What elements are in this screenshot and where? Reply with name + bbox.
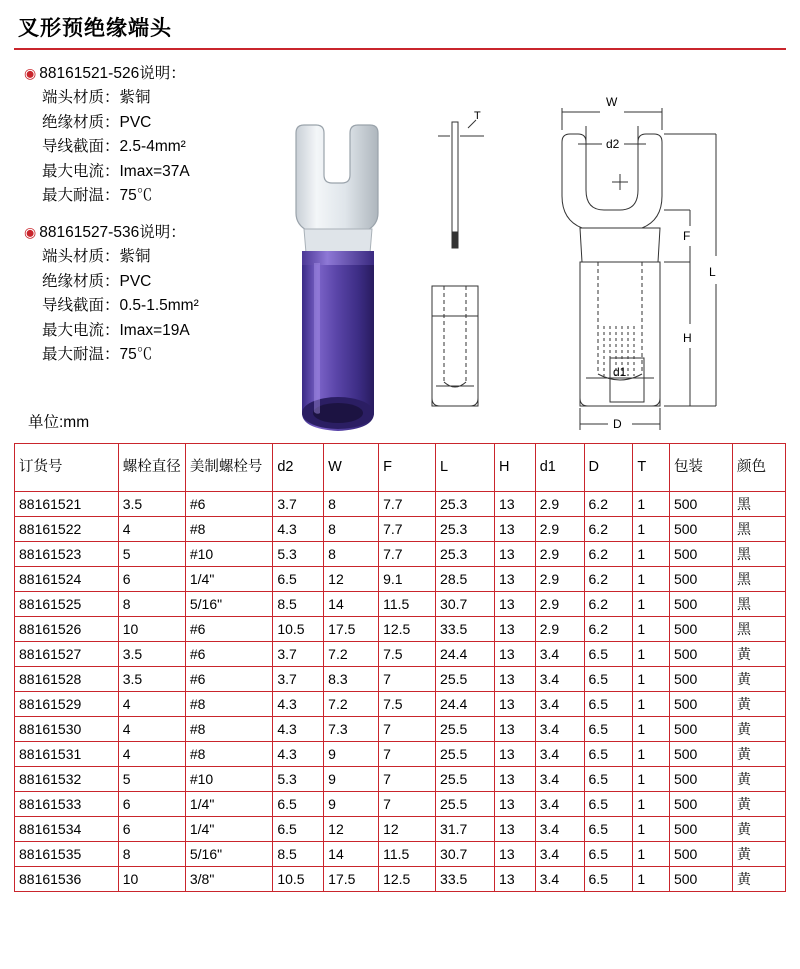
table-row bbox=[15, 792, 786, 817]
cell-l: 33.5 bbox=[436, 867, 495, 892]
cell-l: 25.3 bbox=[436, 517, 495, 542]
cell-t: 1 bbox=[633, 592, 670, 617]
label-f: F bbox=[683, 229, 691, 243]
cell-f: 7 bbox=[379, 742, 436, 767]
table-row bbox=[15, 817, 786, 842]
cell-packaging: 500 bbox=[669, 492, 732, 517]
label-d1: d1 bbox=[613, 365, 627, 379]
cell-d: 6.5 bbox=[584, 767, 633, 792]
label-l: L bbox=[709, 265, 716, 279]
cell-l: 33.5 bbox=[436, 617, 495, 642]
cell-h: 13 bbox=[495, 492, 536, 517]
cell-us-bolt-number: #8 bbox=[185, 717, 272, 742]
cell-order-no: 88161524 bbox=[15, 567, 119, 592]
cell-w: 9 bbox=[324, 742, 379, 767]
header-bolt-diameter: 螺栓直径 bbox=[118, 444, 185, 492]
cell-d1: 3.4 bbox=[535, 692, 584, 717]
header-order-no: 订货号 bbox=[15, 444, 119, 492]
spec-1-line-4: 最大电流：Imax=37A bbox=[42, 162, 190, 180]
cell-color: 黄 bbox=[733, 817, 786, 842]
cell-f: 7.5 bbox=[379, 642, 436, 667]
cell-order-no: 88161528 bbox=[15, 667, 119, 692]
cell-l: 24.4 bbox=[436, 692, 495, 717]
cell-h: 13 bbox=[495, 792, 536, 817]
table-row bbox=[15, 867, 786, 892]
cell-d2: 10.5 bbox=[273, 617, 324, 642]
cell-d2: 4.3 bbox=[273, 517, 324, 542]
cell-d: 6.2 bbox=[584, 492, 633, 517]
cell-d2: 10.5 bbox=[273, 867, 324, 892]
cell-d: 6.2 bbox=[584, 542, 633, 567]
cell-t: 1 bbox=[633, 567, 670, 592]
cell-bolt-diameter: 8 bbox=[118, 592, 185, 617]
cell-t: 1 bbox=[633, 542, 670, 567]
cell-h: 13 bbox=[495, 592, 536, 617]
cell-l: 25.5 bbox=[436, 767, 495, 792]
spec-2-line-1: 端头材质：紫铜 bbox=[42, 248, 151, 266]
product-photo bbox=[262, 113, 412, 443]
cell-f: 7 bbox=[379, 667, 436, 692]
cell-bolt-diameter: 3.5 bbox=[118, 667, 185, 692]
cell-l: 25.5 bbox=[436, 742, 495, 767]
cell-d2: 5.3 bbox=[273, 542, 324, 567]
cell-bolt-diameter: 3.5 bbox=[118, 492, 185, 517]
cell-order-no: 88161527 bbox=[15, 642, 119, 667]
cell-h: 13 bbox=[495, 767, 536, 792]
cell-color: 黄 bbox=[733, 717, 786, 742]
cell-bolt-diameter: 5 bbox=[118, 767, 185, 792]
cell-us-bolt-number: #8 bbox=[185, 517, 272, 542]
label-d2: d2 bbox=[606, 137, 620, 151]
cell-d: 6.2 bbox=[584, 617, 633, 642]
cell-l: 25.3 bbox=[436, 492, 495, 517]
table-row bbox=[15, 542, 786, 567]
cell-t: 1 bbox=[633, 617, 670, 642]
cell-h: 13 bbox=[495, 642, 536, 667]
cell-h: 13 bbox=[495, 742, 536, 767]
cell-d2: 6.5 bbox=[273, 567, 324, 592]
cell-d2: 4.3 bbox=[273, 692, 324, 717]
spec-heading-2-text: 88161527-536说明： bbox=[39, 223, 186, 241]
header-color: 颜色 bbox=[733, 444, 786, 492]
cell-packaging: 500 bbox=[669, 642, 732, 667]
cell-d: 6.5 bbox=[584, 842, 633, 867]
cell-packaging: 500 bbox=[669, 717, 732, 742]
cell-packaging: 500 bbox=[669, 542, 732, 567]
cell-packaging: 500 bbox=[669, 767, 732, 792]
cell-order-no: 88161522 bbox=[15, 517, 119, 542]
cell-color: 黄 bbox=[733, 767, 786, 792]
cell-f: 9.1 bbox=[379, 567, 436, 592]
cell-w: 8 bbox=[324, 517, 379, 542]
table-header-row bbox=[15, 444, 786, 492]
cell-t: 1 bbox=[633, 517, 670, 542]
cell-bolt-diameter: 6 bbox=[118, 567, 185, 592]
header-t: T bbox=[633, 444, 670, 492]
cell-color: 黄 bbox=[733, 692, 786, 717]
cell-us-bolt-number: #6 bbox=[185, 492, 272, 517]
cell-d: 6.2 bbox=[584, 567, 633, 592]
cell-us-bolt-number: #10 bbox=[185, 542, 272, 567]
cell-color: 黑 bbox=[733, 567, 786, 592]
title-divider bbox=[14, 48, 786, 50]
table-row bbox=[15, 742, 786, 767]
cell-l: 24.4 bbox=[436, 642, 495, 667]
cell-order-no: 88161536 bbox=[15, 867, 119, 892]
cell-d1: 3.4 bbox=[535, 817, 584, 842]
header-us-bolt-number: 美制螺栓号 bbox=[185, 444, 272, 492]
cell-w: 17.5 bbox=[324, 867, 379, 892]
spec-heading-1 bbox=[24, 62, 254, 86]
cell-w: 12 bbox=[324, 817, 379, 842]
cell-f: 7.5 bbox=[379, 692, 436, 717]
cell-t: 1 bbox=[633, 492, 670, 517]
cell-w: 8 bbox=[324, 492, 379, 517]
cell-bolt-diameter: 10 bbox=[118, 867, 185, 892]
cell-w: 9 bbox=[324, 767, 379, 792]
cell-bolt-diameter: 4 bbox=[118, 742, 185, 767]
spec-2-line-2: 绝缘材质：PVC bbox=[42, 272, 152, 290]
cell-h: 13 bbox=[495, 567, 536, 592]
table-row bbox=[15, 492, 786, 517]
specifications-block bbox=[24, 62, 254, 370]
bullet-icon: ◉ bbox=[24, 65, 37, 81]
header-d: D bbox=[584, 444, 633, 492]
table-row bbox=[15, 842, 786, 867]
cell-order-no: 88161533 bbox=[15, 792, 119, 817]
cell-color: 黄 bbox=[733, 642, 786, 667]
spec-spacer bbox=[24, 211, 254, 221]
cell-l: 30.7 bbox=[436, 842, 495, 867]
cell-t: 1 bbox=[633, 867, 670, 892]
cell-us-bolt-number: 3/8" bbox=[185, 867, 272, 892]
cell-order-no: 88161530 bbox=[15, 717, 119, 742]
cell-f: 7 bbox=[379, 792, 436, 817]
cell-t: 1 bbox=[633, 742, 670, 767]
label-h: H bbox=[683, 331, 692, 345]
cell-w: 7.3 bbox=[324, 717, 379, 742]
cell-color: 黄 bbox=[733, 867, 786, 892]
cell-f: 12 bbox=[379, 817, 436, 842]
cell-order-no: 88161523 bbox=[15, 542, 119, 567]
cell-h: 13 bbox=[495, 517, 536, 542]
cell-us-bolt-number: #6 bbox=[185, 642, 272, 667]
cell-d: 6.5 bbox=[584, 792, 633, 817]
spec-1-line-5: 最大耐温：75℃ bbox=[42, 187, 153, 205]
cell-bolt-diameter: 8 bbox=[118, 842, 185, 867]
cell-order-no: 88161535 bbox=[15, 842, 119, 867]
cell-d: 6.5 bbox=[584, 817, 633, 842]
table-row bbox=[15, 692, 786, 717]
cell-d2: 5.3 bbox=[273, 767, 324, 792]
page-title: 叉形预绝缘端头 bbox=[18, 17, 172, 40]
cell-d1: 3.4 bbox=[535, 642, 584, 667]
cell-d: 6.2 bbox=[584, 517, 633, 542]
cell-bolt-diameter: 5 bbox=[118, 542, 185, 567]
cell-us-bolt-number: #6 bbox=[185, 667, 272, 692]
cell-order-no: 88161532 bbox=[15, 767, 119, 792]
spec-1-line-3: 导线截面：2.5-4mm² bbox=[42, 138, 186, 156]
cell-color: 黄 bbox=[733, 667, 786, 692]
cell-d2: 4.3 bbox=[273, 717, 324, 742]
cell-w: 9 bbox=[324, 792, 379, 817]
cell-f: 11.5 bbox=[379, 842, 436, 867]
cell-d1: 2.9 bbox=[535, 542, 584, 567]
cell-l: 25.5 bbox=[436, 792, 495, 817]
table-row bbox=[15, 642, 786, 667]
header-d1: d1 bbox=[535, 444, 584, 492]
table-row bbox=[15, 517, 786, 542]
cell-us-bolt-number: 1/4" bbox=[185, 817, 272, 842]
cell-d2: 3.7 bbox=[273, 642, 324, 667]
cell-l: 25.5 bbox=[436, 667, 495, 692]
cell-w: 14 bbox=[324, 592, 379, 617]
cell-packaging: 500 bbox=[669, 742, 732, 767]
cell-packaging: 500 bbox=[669, 817, 732, 842]
header-f: F bbox=[379, 444, 436, 492]
cell-f: 7 bbox=[379, 717, 436, 742]
cell-color: 黑 bbox=[733, 492, 786, 517]
cell-packaging: 500 bbox=[669, 617, 732, 642]
cell-us-bolt-number: #10 bbox=[185, 767, 272, 792]
cell-t: 1 bbox=[633, 792, 670, 817]
cell-order-no: 88161526 bbox=[15, 617, 119, 642]
header-d2: d2 bbox=[273, 444, 324, 492]
cell-color: 黄 bbox=[733, 742, 786, 767]
spec-1-line-2: 绝缘材质：PVC bbox=[42, 113, 152, 131]
spec-heading-1-text: 88161521-526说明： bbox=[39, 65, 186, 82]
cell-d1: 3.4 bbox=[535, 867, 584, 892]
cell-w: 14 bbox=[324, 842, 379, 867]
cell-bolt-diameter: 3.5 bbox=[118, 642, 185, 667]
cell-bolt-diameter: 6 bbox=[118, 817, 185, 842]
cell-d1: 3.4 bbox=[535, 792, 584, 817]
spec-2-line-4: 最大电流：Imax=19A bbox=[42, 321, 190, 339]
cell-l: 30.7 bbox=[436, 592, 495, 617]
cell-d: 6.5 bbox=[584, 717, 633, 742]
cell-w: 17.5 bbox=[324, 617, 379, 642]
cell-us-bolt-number: 5/16" bbox=[185, 842, 272, 867]
cell-d1: 3.4 bbox=[535, 742, 584, 767]
cell-h: 13 bbox=[495, 692, 536, 717]
product-illustration-area bbox=[14, 58, 786, 443]
cell-f: 12.5 bbox=[379, 867, 436, 892]
cell-d2: 8.5 bbox=[273, 842, 324, 867]
cell-d1: 3.4 bbox=[535, 667, 584, 692]
cell-f: 7.7 bbox=[379, 492, 436, 517]
cell-w: 8.3 bbox=[324, 667, 379, 692]
cell-us-bolt-number: #8 bbox=[185, 692, 272, 717]
spec-2-line-5: 最大耐温：75℃ bbox=[42, 346, 153, 364]
cell-bolt-diameter: 6 bbox=[118, 792, 185, 817]
cell-us-bolt-number: 1/4" bbox=[185, 567, 272, 592]
cell-d2: 3.7 bbox=[273, 667, 324, 692]
cell-l: 25.5 bbox=[436, 717, 495, 742]
cell-h: 13 bbox=[495, 717, 536, 742]
cell-color: 黄 bbox=[733, 792, 786, 817]
cell-color: 黄 bbox=[733, 842, 786, 867]
cell-h: 13 bbox=[495, 542, 536, 567]
label-d: D bbox=[613, 417, 622, 431]
cell-h: 13 bbox=[495, 667, 536, 692]
cell-color: 黑 bbox=[733, 617, 786, 642]
cell-order-no: 88161534 bbox=[15, 817, 119, 842]
cell-order-no: 88161531 bbox=[15, 742, 119, 767]
cell-h: 13 bbox=[495, 617, 536, 642]
cell-t: 1 bbox=[633, 692, 670, 717]
header-packaging: 包装 bbox=[669, 444, 732, 492]
cell-w: 12 bbox=[324, 567, 379, 592]
spec-heading-2 bbox=[24, 221, 254, 245]
cell-color: 黑 bbox=[733, 542, 786, 567]
cell-us-bolt-number: 1/4" bbox=[185, 792, 272, 817]
svg-text:T: T bbox=[474, 110, 481, 122]
cell-color: 黑 bbox=[733, 517, 786, 542]
cell-d: 6.5 bbox=[584, 867, 633, 892]
cell-w: 8 bbox=[324, 542, 379, 567]
cell-h: 13 bbox=[495, 867, 536, 892]
table-row bbox=[15, 717, 786, 742]
cell-d1: 3.4 bbox=[535, 717, 584, 742]
cell-d2: 8.5 bbox=[273, 592, 324, 617]
header-w: W bbox=[324, 444, 379, 492]
spec-group-2 bbox=[24, 221, 254, 368]
cell-l: 25.3 bbox=[436, 542, 495, 567]
cell-packaging: 500 bbox=[669, 867, 732, 892]
bullet-icon: ◉ bbox=[24, 223, 37, 240]
cell-f: 7.7 bbox=[379, 517, 436, 542]
cell-bolt-diameter: 4 bbox=[118, 692, 185, 717]
table-row bbox=[15, 567, 786, 592]
cell-order-no: 88161521 bbox=[15, 492, 119, 517]
header-l: L bbox=[436, 444, 495, 492]
cell-packaging: 500 bbox=[669, 842, 732, 867]
cell-packaging: 500 bbox=[669, 667, 732, 692]
cell-packaging: 500 bbox=[669, 592, 732, 617]
cell-d1: 2.9 bbox=[535, 567, 584, 592]
cell-bolt-diameter: 4 bbox=[118, 517, 185, 542]
cell-d: 6.5 bbox=[584, 642, 633, 667]
cell-l: 28.5 bbox=[436, 567, 495, 592]
header-h: H bbox=[495, 444, 536, 492]
cell-w: 7.2 bbox=[324, 642, 379, 667]
spec-2-line-3: 导线截面：0.5-1.5mm² bbox=[42, 297, 199, 315]
cell-h: 13 bbox=[495, 817, 536, 842]
cell-t: 1 bbox=[633, 642, 670, 667]
cell-f: 7.7 bbox=[379, 542, 436, 567]
cell-d1: 2.9 bbox=[535, 492, 584, 517]
cell-d2: 3.7 bbox=[273, 492, 324, 517]
cell-packaging: 500 bbox=[669, 792, 732, 817]
unit-note: 单位:mm bbox=[28, 414, 90, 431]
cell-t: 1 bbox=[633, 717, 670, 742]
cell-f: 12.5 bbox=[379, 617, 436, 642]
cell-d2: 6.5 bbox=[273, 792, 324, 817]
cell-packaging: 500 bbox=[669, 517, 732, 542]
table-row bbox=[15, 617, 786, 642]
cell-d2: 6.5 bbox=[273, 817, 324, 842]
cell-packaging: 500 bbox=[669, 567, 732, 592]
cell-d1: 2.9 bbox=[535, 592, 584, 617]
cell-w: 7.2 bbox=[324, 692, 379, 717]
cell-d1: 2.9 bbox=[535, 517, 584, 542]
engineering-drawing bbox=[414, 86, 789, 441]
table-row bbox=[15, 667, 786, 692]
cell-d1: 3.4 bbox=[535, 842, 584, 867]
cell-order-no: 88161529 bbox=[15, 692, 119, 717]
spec-group-1 bbox=[24, 62, 254, 209]
cell-f: 11.5 bbox=[379, 592, 436, 617]
cell-t: 1 bbox=[633, 767, 670, 792]
cell-bolt-diameter: 10 bbox=[118, 617, 185, 642]
cell-l: 31.7 bbox=[436, 817, 495, 842]
cell-packaging: 500 bbox=[669, 692, 732, 717]
cell-color: 黑 bbox=[733, 592, 786, 617]
cell-d: 6.2 bbox=[584, 592, 633, 617]
cell-us-bolt-number: #8 bbox=[185, 742, 272, 767]
cell-order-no: 88161525 bbox=[15, 592, 119, 617]
cell-t: 1 bbox=[633, 817, 670, 842]
spec-1-line-1: 端头材质：紫铜 bbox=[42, 89, 151, 107]
cell-d: 6.5 bbox=[584, 742, 633, 767]
cell-d1: 2.9 bbox=[535, 617, 584, 642]
cell-us-bolt-number: 5/16" bbox=[185, 592, 272, 617]
table-row bbox=[15, 767, 786, 792]
cell-f: 7 bbox=[379, 767, 436, 792]
cell-bolt-diameter: 4 bbox=[118, 717, 185, 742]
cell-us-bolt-number: #6 bbox=[185, 617, 272, 642]
cell-d1: 3.4 bbox=[535, 767, 584, 792]
cell-d: 6.5 bbox=[584, 667, 633, 692]
cell-h: 13 bbox=[495, 842, 536, 867]
cell-d2: 4.3 bbox=[273, 742, 324, 767]
cell-d: 6.5 bbox=[584, 692, 633, 717]
specification-table bbox=[14, 443, 786, 892]
table-row bbox=[15, 592, 786, 617]
cell-t: 1 bbox=[633, 667, 670, 692]
cell-t: 1 bbox=[633, 842, 670, 867]
label-w: W bbox=[606, 95, 618, 109]
